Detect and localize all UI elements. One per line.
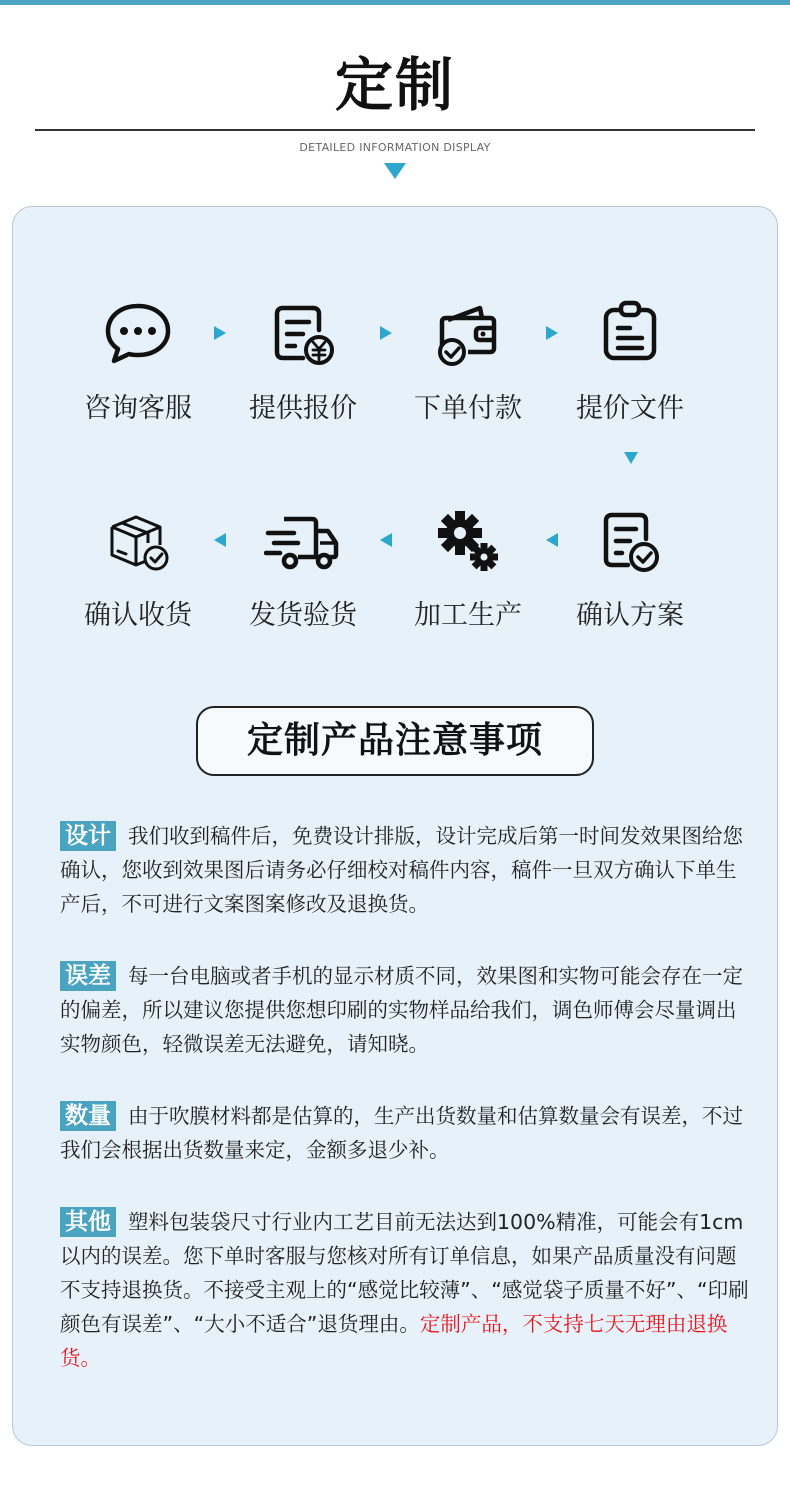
process-step-label: 加工生产 bbox=[414, 600, 522, 631]
arrow-right-icon bbox=[380, 326, 392, 340]
top-accent-stripe bbox=[0, 0, 790, 5]
notice-title: 定制产品注意事项 bbox=[196, 706, 594, 776]
process-step-label: 咨询客服 bbox=[84, 393, 192, 424]
process-step-quote bbox=[228, 298, 378, 425]
process-step-label: 下单付款 bbox=[414, 393, 522, 424]
process-step-consult bbox=[63, 298, 213, 425]
arrow-left-icon bbox=[214, 533, 226, 547]
notice-item-quantity bbox=[60, 1099, 755, 1167]
process-step-label: 确认收货 bbox=[84, 600, 192, 631]
notice-item-other bbox=[60, 1205, 755, 1375]
process-step-label: 发货验货 bbox=[249, 600, 357, 631]
page-title: 定制 bbox=[334, 51, 455, 119]
notice-tag: 其他 bbox=[60, 1207, 116, 1237]
process-step-ship-inspect bbox=[228, 505, 378, 632]
notice-item-deviation bbox=[60, 959, 755, 1061]
process-step-label: 提供报价 bbox=[249, 393, 357, 424]
process-step-label: 提价文件 bbox=[576, 393, 684, 424]
arrow-right-icon bbox=[214, 326, 226, 340]
notice-text: 每一台电脑或者手机的显示材质不同，效果图和实物可能会存在一定的偏差，所以建议您提供您想印刷的实物样品给我们，调色师傅会尽量调出实物颜色，轻微误差无法避免，请知晓。 bbox=[60, 964, 743, 1056]
title-divider bbox=[35, 129, 755, 131]
process-step-confirm-receipt bbox=[63, 505, 213, 632]
wallet-check-icon bbox=[432, 298, 504, 370]
arrow-down-icon bbox=[624, 452, 638, 464]
gears-icon bbox=[432, 505, 504, 577]
delivery-truck-icon bbox=[264, 505, 342, 577]
document-check-icon bbox=[594, 505, 666, 577]
page-subtitle: DETAILED INFORMATION DISPLAY bbox=[299, 141, 491, 154]
process-step-payment bbox=[393, 298, 543, 425]
notice-text: 塑料包装袋尺寸行业内工艺目前无法达到100%精准，可能会有1cm以内的误差。您下单时客服与您核对所有订单信息，如果产品质量没有问题不支持退换货。不接受主观上的“感觉比较薄”、“感觉袋子质量不好”、“印刷颜色有误差”、“大小不适合”退货理由。 bbox=[60, 1210, 749, 1336]
triangle-down-icon bbox=[384, 163, 406, 179]
price-document-icon bbox=[267, 298, 339, 370]
arrow-left-icon bbox=[380, 533, 392, 547]
process-step-submit-files bbox=[555, 298, 705, 425]
notice-text: 由于吹膜材料都是估算的，生产出货数量和估算数量会有误差，不过我们会根据出货数量来定，金额多退少补。 bbox=[60, 1104, 743, 1162]
notice-tag: 误差 bbox=[60, 961, 116, 991]
notice-item-design bbox=[60, 819, 755, 921]
package-check-icon bbox=[102, 505, 174, 577]
notice-warning: 定制产品，不支持七天无理由退换货。 bbox=[60, 1312, 728, 1370]
chat-bubble-icon bbox=[102, 298, 174, 370]
process-step-label: 确认方案 bbox=[576, 600, 684, 631]
notice-tag: 数量 bbox=[60, 1101, 116, 1131]
process-step-confirm-plan bbox=[555, 505, 705, 632]
process-step-production bbox=[393, 505, 543, 632]
notice-text: 我们收到稿件后，免费设计排版，设计完成后第一时间发效果图给您确认，您收到效果图后请务必仔细校对稿件内容，稿件一旦双方确认下单生产后，不可进行文案图案修改及退换货。 bbox=[60, 824, 743, 916]
clipboard-icon bbox=[594, 298, 666, 370]
notice-tag: 设计 bbox=[60, 821, 116, 851]
